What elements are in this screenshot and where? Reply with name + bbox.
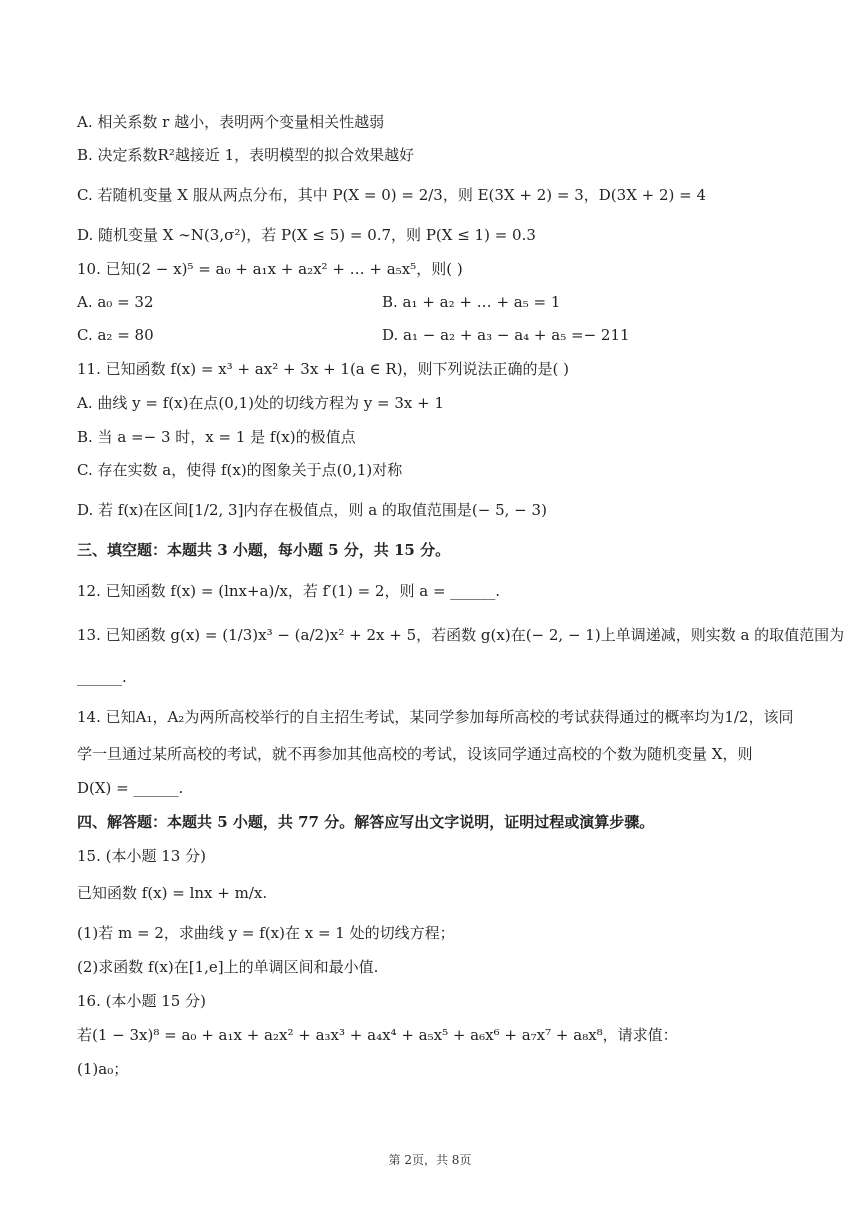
q10-option-a: A. a₀ = 32: [77, 293, 154, 311]
question-16-part1: (1)a₀；: [77, 1060, 129, 1078]
question-15-stem: 已知函数 f(x) = lnx + m/x.: [77, 884, 268, 902]
q11-option-c: C. 存在实数 a，使得 f(x)的图象关于点(0,1)对称: [77, 461, 403, 479]
section-4-heading: 四、解答题：本题共 5 小题，共 77 分。解答应写出文字说明，证明过程或演算步骤。: [77, 813, 655, 831]
question-13-line1: 13. 已知函数 g(x) = (1/3)x³ − (a/2)x² + 2x + 5，若函数 g(x)在(− 2, − 1)上单调递减，则实数 a 的取值范围为: [77, 626, 845, 644]
question-15-header: 15. (本小题 13 分): [77, 847, 206, 865]
question-13-line2: ______.: [77, 668, 127, 686]
question-15-part2: (2)求函数 f(x)在[1,e]上的单调区间和最小值.: [77, 958, 379, 976]
question-16-stem: 若(1 − 3x)⁸ = a₀ + a₁x + a₂x² + a₃x³ + a₄x⁴ + a₅x⁵ + a₆x⁶ + a₇x⁷ + a₈x⁸，请求值：: [77, 1026, 678, 1044]
q11-option-b: B. 当 a =− 3 时，x = 1 是 f(x)的极值点: [77, 428, 356, 446]
page-footer: 第 2页，共 8页: [388, 1153, 472, 1167]
option-d-normal: D. 随机变量 X ∼N(3,σ²)，若 P(X ≤ 5) = 0.7，则 P(X ≤ 1) = 0.3: [77, 226, 536, 244]
q10-option-b: B. a₁ + a₂ + … + a₅ = 1: [382, 293, 561, 311]
question-15-part1: (1)若 m = 2，求曲线 y = f(x)在 x = 1 处的切线方程；: [77, 924, 455, 942]
question-14-line2: 学一旦通过某所高校的考试，就不再参加其他高校的考试，设该同学通过高校的个数为随机变量 X，则: [77, 745, 753, 763]
question-16-header: 16. (本小题 15 分): [77, 992, 206, 1010]
question-10-stem: 10. 已知(2 − x)⁵ = a₀ + a₁x + a₂x² + … + a₅x⁵，则( ): [77, 260, 463, 278]
option-a-correlation: A. 相关系数 r 越小，表明两个变量相关性越弱: [77, 113, 385, 131]
option-c-two-point: C. 若随机变量 X 服从两点分布，其中 P(X = 0) = 2/3，则 E(3X + 2) = 3，D(3X + 2) = 4: [77, 186, 707, 204]
question-14-line3: D(X) = ______.: [77, 779, 184, 797]
q10-option-d: D. a₁ − a₂ + a₃ − a₄ + a₅ =− 211: [382, 326, 630, 344]
question-14-line1: 14. 已知A₁，A₂为两所高校举行的自主招生考试，某同学参加每所高校的考试获得通过的概率均为1/2，该同: [77, 708, 794, 726]
question-12: 12. 已知函数 f(x) = (lnx+a)/x，若 f′(1) = 2，则 a = ______.: [77, 582, 501, 600]
q11-option-d: D. 若 f(x)在区间[1/2, 3]内存在极值点，则 a 的取值范围是(− 5, − 3): [77, 501, 547, 519]
q10-option-c: C. a₂ = 80: [77, 326, 154, 344]
section-3-heading: 三、填空题：本题共 3 小题，每小题 5 分，共 15 分。: [77, 541, 451, 559]
option-b-determination: B. 决定系数R²越接近 1，表明模型的拟合效果越好: [77, 146, 415, 164]
q11-option-a: A. 曲线 y = f(x)在点(0,1)处的切线方程为 y = 3x + 1: [77, 394, 444, 412]
question-11-stem: 11. 已知函数 f(x) = x³ + ax² + 3x + 1(a ∈ R)，则下列说法正确的是( ): [77, 360, 570, 378]
